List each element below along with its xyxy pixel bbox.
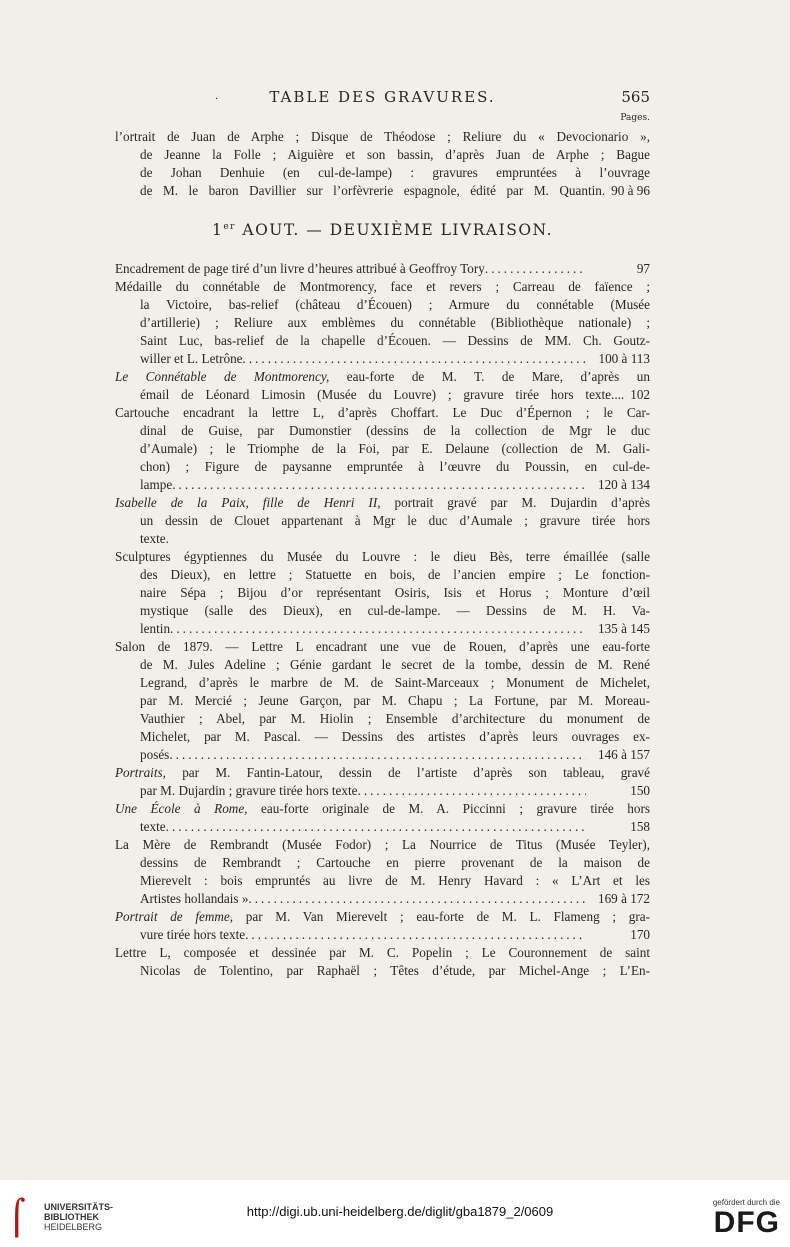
text-line <box>115 350 650 368</box>
engraving-entry <box>115 800 650 836</box>
text-line <box>115 854 650 872</box>
line-text: par M. Mercié ; Jeune Garçon, par M. Chapu ; La Fortune, par M. Moreau- <box>140 693 650 708</box>
engraving-title: Portrait de femme, <box>115 909 234 924</box>
line-text: Artistes hollandais » <box>140 891 249 906</box>
line-text: émail de Léonard Limosin (Musée du Louvre) ; gravure tirée hors texte.... <box>140 387 625 402</box>
line-text: Nicolas de Tolentino, par Raphaël ; Têtes d’étude, par Michel-Ange ; L’En- <box>140 963 650 978</box>
text-line <box>115 908 650 926</box>
dfg-logo[interactable] <box>690 1198 780 1239</box>
text-line <box>115 656 650 674</box>
engraving-entry <box>115 836 650 908</box>
engraving-entry <box>115 404 650 494</box>
header-title: TABLE DES GRAVURES. <box>269 88 496 106</box>
section-sup: er <box>223 222 236 232</box>
text-line <box>115 182 650 200</box>
engraving-entry <box>115 260 650 278</box>
line-text-rest: eau-forte de M. T. de Mare, d’après un <box>329 369 650 384</box>
line-text: Saint Luc, bas-relief de la chapelle d’Écouen. — Dessins de MM. Ch. Goutz- <box>140 333 650 348</box>
line-text: posés <box>140 747 170 762</box>
page-reference: 90 à 96 <box>611 183 650 198</box>
line-text: vure tirée hors texte <box>140 927 246 942</box>
page-number: 565 <box>621 88 650 106</box>
line-text-rest: par M. Van Mierevelt ; eau-forte de M. L. Flameng ; gra- <box>233 909 650 924</box>
text-line <box>115 422 650 440</box>
text-line <box>115 386 650 404</box>
line-text: Sculptures égyptiennes du Musée du Louvre : le dieu Bès, terre émaillée (salle <box>115 549 650 564</box>
text-line <box>115 512 650 530</box>
page-reference: 120 à 134 <box>597 477 650 492</box>
funded-by-label: gefördert durch die <box>712 1198 780 1207</box>
text-line <box>115 692 650 710</box>
line-text: des Dieux), en lettre ; Statuette en bois, de l’ancien empire ; Le fonction- <box>140 567 650 582</box>
header-dot: · <box>215 94 219 105</box>
line-text: Cartouche encadrant la lettre L, d’après Choffart. Le Duc d’Épernon ; le Car- <box>115 405 650 420</box>
leader-dots <box>170 620 586 638</box>
page-reference: 169 à 172 <box>597 891 650 906</box>
line-text: naire Sépa ; Bijou d’or représentant Osiris, Isis et Horus ; Monture d’œil <box>140 585 650 600</box>
line-text <box>115 908 650 926</box>
line-text: Médaille du connétable de Montmorency, face et revers ; Carreau de faïence ; <box>115 279 650 294</box>
line-text: de M. le baron Davillier sur l’orfèvrerie espagnole, édité par M. Quantin. <box>140 183 606 198</box>
text-line <box>115 710 650 728</box>
engraving-title: Portraits, <box>115 765 166 780</box>
permalink-url[interactable]: http://digi.ub.uni-heidelberg.de/diglit/gba1879_2/0609 <box>246 1204 554 1219</box>
text-line <box>115 278 650 296</box>
page-reference: 150 <box>630 783 650 798</box>
text-line <box>115 146 650 164</box>
leader-dots <box>172 476 586 494</box>
line-text: l’ortrait de Juan de Arphe ; Disque de Théodose ; Reliure du « Devocionario », <box>115 129 650 144</box>
line-text: Salon de 1879. — Lettre L encadrant une vue de Rouen, d’après une eau-forte <box>115 639 650 654</box>
dfg-wordmark: DFG <box>713 1206 780 1239</box>
table-of-engravings <box>115 128 650 980</box>
engraving-title: Le Connétable de Montmorency, <box>115 369 330 384</box>
line-text: lentin <box>140 621 171 636</box>
text-line <box>115 530 650 548</box>
university-library-logo[interactable] <box>8 1198 128 1240</box>
text-line <box>115 296 650 314</box>
text-line <box>115 440 650 458</box>
line-text: mystique (salle des Dieux), en cul-de-lampe. — Dessins de M. H. Va- <box>140 603 650 618</box>
line-text-rest: portrait gravé par M. Dujardin d’après <box>380 495 650 510</box>
engraving-entry <box>115 944 650 980</box>
line-text: de Jeanne la Folle ; Aiguière et son bassin, d’après Juan de Arphe ; Bague <box>140 147 650 162</box>
leader-dots <box>485 260 586 278</box>
text-line <box>115 620 650 638</box>
line-text: Mierevelt : bois empruntés au livre de M. Henry Havard : « L’Art et les <box>140 873 650 888</box>
line-text: Vauthier ; Abel, par M. Hiolin ; Ensemble d’architecture du monument de <box>140 711 650 726</box>
library-line-3: HEIDELBERG <box>44 1222 103 1232</box>
line-text: texte <box>140 819 166 834</box>
text-line <box>115 164 650 182</box>
line-text <box>115 368 650 386</box>
engraving-title: Une École à Rome, <box>115 801 248 816</box>
text-line <box>115 584 650 602</box>
line-text: texte. <box>140 531 169 546</box>
line-text: Encadrement de page tiré d’un livre d’heures attribué à Geoffroy Tory <box>115 261 485 276</box>
leader-dots <box>248 890 586 908</box>
line-text: de M. Jules Adeline ; Génie gardant le secret de la tombe, dessin de M. René <box>140 657 650 672</box>
text-line <box>115 800 650 818</box>
line-text: de Johan Denhuie (en cul-de-lampe) : gravures empruntées à l’ouvrage <box>140 165 650 180</box>
running-header <box>115 88 650 110</box>
leader-dots <box>245 926 586 944</box>
leader-dots <box>243 350 586 368</box>
pages-column-label: Pages. <box>620 113 650 123</box>
line-text: d’Aumale) ; le Triomphe de la Foi, par E. Delaune (collection de M. Gali- <box>140 441 650 456</box>
line-text: d’artillerie) ; Reliure aux emblèmes du connétable (Bibliothèque nationale) ; <box>140 315 650 330</box>
page-reference: 97 <box>636 261 650 276</box>
text-line <box>115 368 650 386</box>
page-reference: 100 à 113 <box>598 351 650 366</box>
text-line <box>115 872 650 890</box>
line-text: willer et L. Letrône <box>140 351 243 366</box>
engraving-entry <box>115 368 650 404</box>
line-text-rest: eau-forte originale de M. A. Piccinni ; gravure tirée hors <box>247 801 650 816</box>
library-line-1: UNIVERSITÄTS- <box>44 1202 114 1212</box>
leader-dots <box>358 782 586 800</box>
section-heading <box>115 218 650 244</box>
engraving-entry <box>115 494 650 548</box>
text-line <box>115 602 650 620</box>
intro-entry <box>115 128 650 200</box>
line-text: Michelet, par M. Pascal. — Dessins des artistes d’après leurs ouvrages ex- <box>140 729 650 744</box>
engraving-entry <box>115 548 650 638</box>
page-reference: 146 à 157 <box>597 747 650 762</box>
text-line <box>115 728 650 746</box>
text-line <box>115 638 650 656</box>
page-reference: 102 <box>630 387 650 402</box>
line-text: La Mère de Rembrandt (Musée Fodor) ; La Nourrice de Titus (Musée Teyler), <box>115 837 650 852</box>
text-line <box>115 128 650 146</box>
section-day: 1 <box>211 221 224 240</box>
entries-list <box>115 260 650 980</box>
line-text: la Victoire, bas-relief (château d’Écouen) ; Armure du connétable (Musée <box>140 297 650 312</box>
engraving-entry <box>115 278 650 368</box>
text-line <box>115 476 650 494</box>
line-text <box>115 800 650 818</box>
engraving-title: Isabelle de la Paix, fille de Henri II, <box>115 495 381 510</box>
text-line <box>115 404 650 422</box>
leader-dots <box>166 818 586 836</box>
library-emblem-icon: ⌠ <box>8 1198 26 1238</box>
line-text <box>115 764 650 782</box>
engraving-entry <box>115 908 650 944</box>
text-line <box>115 818 650 836</box>
text-line <box>115 674 650 692</box>
line-text: dinal de Guise, par Dumonstier (dessins de la collection de Mgr le duc <box>140 423 650 438</box>
library-name <box>44 1202 113 1232</box>
section-title: AOUT. — DEUXIÈME LIVRAISON. <box>235 221 554 240</box>
line-text: un dessin de Clouet appartenant à Mgr le duc d’Aumale ; gravure tirée hors <box>140 513 650 528</box>
line-text: Legrand, d’après le marbre de M. de Saint-Marceaux ; Monument de Michelet, <box>140 675 650 690</box>
text-line <box>115 566 650 584</box>
page-reference: 170 <box>630 927 650 942</box>
text-line <box>115 314 650 332</box>
text-line <box>115 764 650 782</box>
engraving-entry <box>115 638 650 764</box>
page-reference: 135 à 145 <box>597 621 650 636</box>
line-text: chon) ; Figure de paysanne empruntée à l’œuvre du Poussin, en cul-de- <box>140 459 650 474</box>
text-line <box>115 962 650 980</box>
text-line <box>115 890 650 908</box>
line-text <box>115 494 650 512</box>
library-line-2: BIBLIOTHEK <box>44 1212 99 1222</box>
text-line <box>115 332 650 350</box>
text-line <box>115 548 650 566</box>
line-text: dessins de Rembrandt ; Cartouche en pierre provenant de la maison de <box>140 855 650 870</box>
text-line <box>115 458 650 476</box>
text-line <box>115 494 650 512</box>
text-line <box>115 926 650 944</box>
line-text: lampe <box>140 477 173 492</box>
page-reference: 158 <box>630 819 650 834</box>
leader-dots <box>169 746 586 764</box>
engraving-entry <box>115 764 650 800</box>
line-text-rest: par M. Fantin-Latour, dessin de l’artiste d’après son tableau, gravé <box>165 765 650 780</box>
text-line <box>115 944 650 962</box>
line-text: Lettre L, composée et dessinée par M. C. Popelin ; Le Couronnement de saint <box>115 945 650 960</box>
text-line <box>115 260 650 278</box>
text-line <box>115 836 650 854</box>
line-text: par M. Dujardin ; gravure tirée hors texte <box>140 783 358 798</box>
text-line <box>115 782 650 800</box>
text-line <box>115 746 650 764</box>
